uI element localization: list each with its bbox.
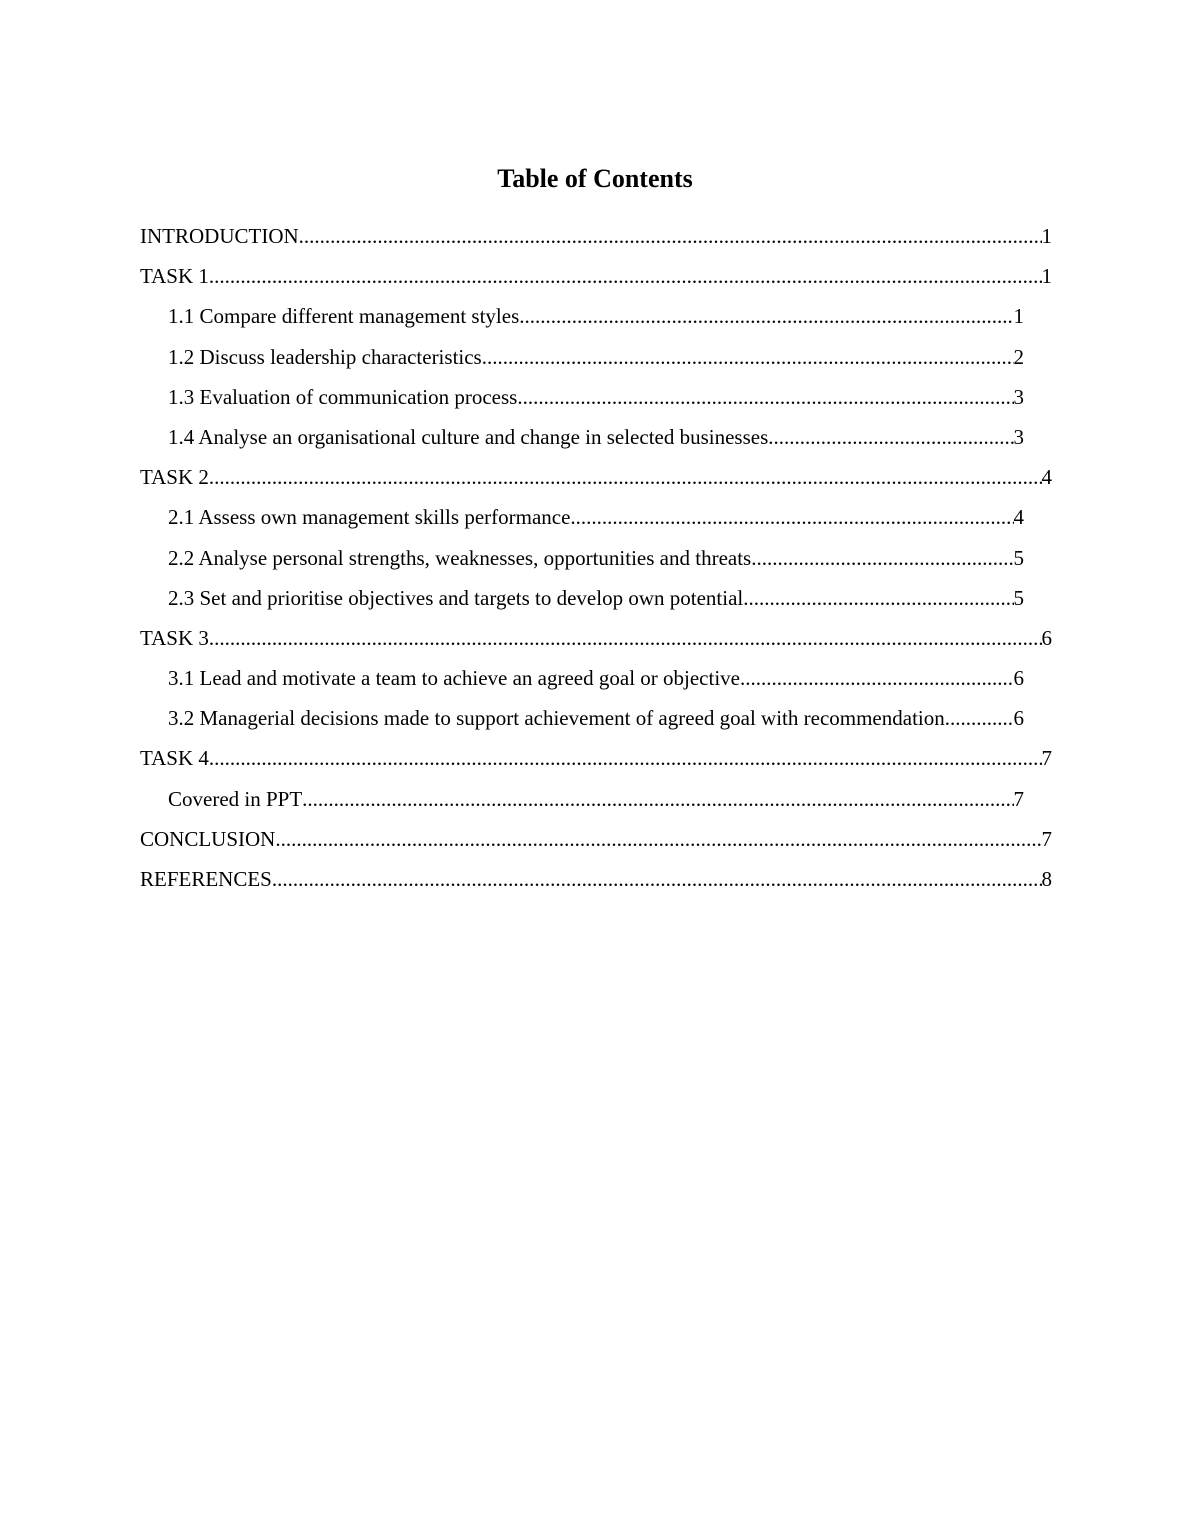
toc-dot-leader [209,739,1042,777]
toc-entry-text: TASK 2 [140,465,209,490]
toc-dot-leader [519,297,1013,335]
toc-entry-text: TASK 1 [140,264,209,289]
toc-dot-leader [740,659,1014,697]
toc-entry[interactable] [140,257,1052,297]
toc-dot-leader [570,498,1013,536]
toc-page-number: 2 [1013,344,1024,369]
toc-entry-text: CONCLUSION [140,826,276,851]
toc-dot-leader [299,217,1042,255]
toc-title: Table of Contents [497,164,693,193]
toc-entry-text: TASK 4 [140,746,209,771]
toc-entry-text: 3.2 Managerial decisions made to support achievement of agreed goal with recommendation. [168,706,950,731]
toc-page-number: 7 [1041,746,1052,771]
toc-dot-leader [517,378,1013,416]
toc-page-number: 3 [1013,424,1024,449]
toc-page-number: 5 [1013,545,1024,570]
toc-entry[interactable] [168,699,1024,739]
toc-entry[interactable] [168,539,1024,579]
toc-dot-leader [209,458,1042,496]
toc-page-number: 4 [1041,465,1052,490]
toc-dot-leader [751,539,1013,577]
toc-entry[interactable] [140,458,1052,498]
toc-entry[interactable] [168,338,1024,378]
toc-page-number: 1 [1041,224,1052,248]
toc-entry-text: 2.2 Analyse personal strengths, weaknesses, opportunities and threats [168,545,752,570]
toc-list [140,217,1052,900]
toc-entry[interactable] [140,619,1052,659]
toc-dot-leader [275,820,1041,858]
toc-entry-text: REFERENCES [140,867,272,891]
toc-entry[interactable] [140,820,1052,860]
toc-entry-text: 1.3 Evaluation of communication process [168,384,518,409]
toc-entry[interactable] [168,418,1024,458]
toc-dot-leader [743,579,1013,617]
toc-entry[interactable] [168,659,1024,699]
toc-page-number: 7 [1013,786,1024,811]
toc-dot-leader [209,257,1042,295]
toc-entry-text: 2.1 Assess own management skills performance [168,505,571,530]
toc-entry[interactable] [140,860,1052,900]
toc-page-number: 1 [1013,304,1024,329]
toc-entry-text: 3.1 Lead and motivate a team to achieve an agreed goal or objective [168,666,740,691]
toc-entry-text: 1.4 Analyse an organisational culture and change in selected businesses [168,424,769,449]
toc-page-number: 8 [1041,867,1052,891]
toc-entry-text: INTRODUCTION [140,224,299,248]
toc-page-number: 4 [1013,505,1024,530]
toc-entry-text: 1.2 Discuss leadership characteristics [168,344,482,369]
toc-entry[interactable] [168,780,1024,820]
toc-page-number: 6 [1013,666,1024,691]
toc-dot-leader [482,338,1014,376]
toc-entry-text: TASK 3 [140,625,209,650]
toc-entry-text: 2.3 Set and prioritise objectives and targets to develop own potential [168,585,744,610]
toc-entry[interactable] [168,378,1024,418]
toc-dot-leader [768,418,1013,456]
toc-entry-text: Covered in PPT [168,786,303,811]
toc-entry[interactable] [168,579,1024,619]
toc-entry[interactable] [168,498,1024,538]
toc-dot-leader [950,699,1014,737]
toc-page-number: 3 [1013,384,1024,409]
toc-entry-text: 1.1 Compare different management styles [168,304,520,329]
toc-page-number: 5 [1013,585,1024,610]
toc-entry[interactable] [140,217,1052,257]
toc-dot-leader [272,860,1042,898]
toc-page-number: 6 [1013,706,1024,731]
toc-entry[interactable] [140,739,1052,779]
toc-page-number: 7 [1041,826,1052,851]
toc-dot-leader [209,619,1042,657]
toc-entry[interactable] [168,297,1024,337]
toc-page-number: 6 [1041,625,1052,650]
toc-dot-leader [302,780,1013,818]
toc-page-number: 1 [1041,264,1052,289]
